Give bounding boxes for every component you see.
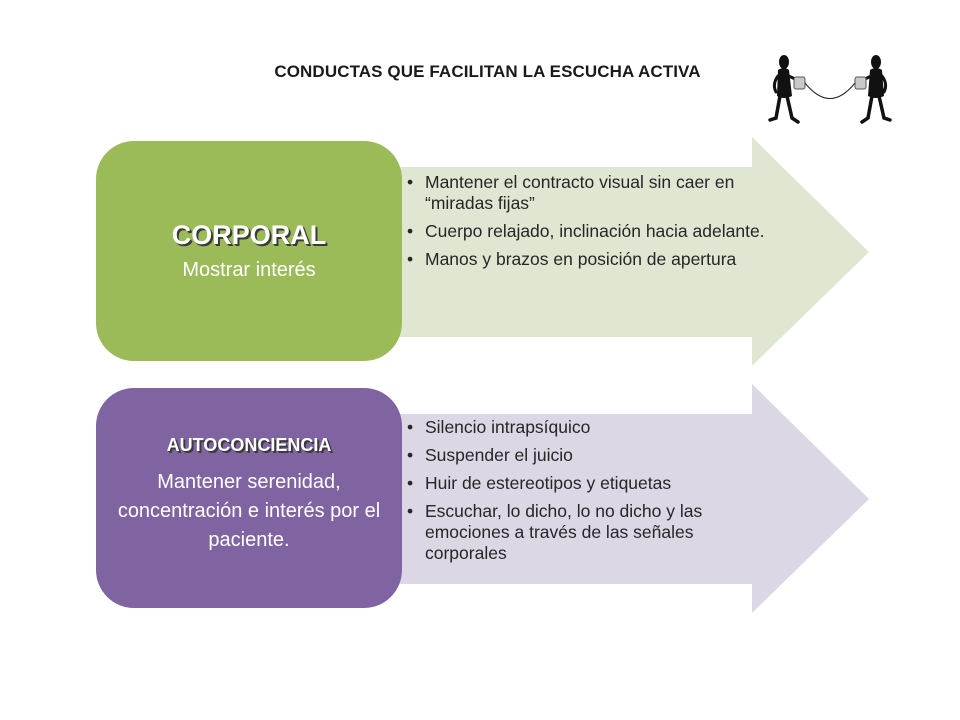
corporal-bullet-list xyxy=(407,172,767,277)
page-title: CONDUCTAS QUE FACILITAN LA ESCUCHA ACTIVA xyxy=(274,62,701,81)
corporal-subtitle: Mostrar interés xyxy=(182,259,316,281)
corporal-heading: CORPORAL xyxy=(171,220,327,250)
list-item: • Mantener el contracto visual sin caer en “miradas fijas” xyxy=(407,172,767,214)
two-figures-tin-can-phone-icon xyxy=(762,52,898,136)
autoconciencia-heading: AUTOCONCIENCIA xyxy=(166,435,332,455)
list-item: • Cuerpo relajado, inclinación hacia adelante. xyxy=(407,221,767,242)
list-item: • Silencio intrapsíquico xyxy=(407,417,757,438)
autoconciencia-box xyxy=(96,388,402,608)
list-item: • Manos y brazos en posición de apertura xyxy=(407,249,767,270)
autoconciencia-subtitle: Mantener serenidad, concentración e interés por el paciente. xyxy=(117,471,381,551)
list-item: • Huir de estereotipos y etiquetas xyxy=(407,473,757,494)
list-item: • Escuchar, lo dicho, lo no dicho y las emociones a través de las señales corporales xyxy=(407,501,757,564)
corporal-box xyxy=(96,141,402,361)
autoconciencia-bullet-list xyxy=(407,417,757,571)
list-item: • Suspender el juicio xyxy=(407,445,757,466)
